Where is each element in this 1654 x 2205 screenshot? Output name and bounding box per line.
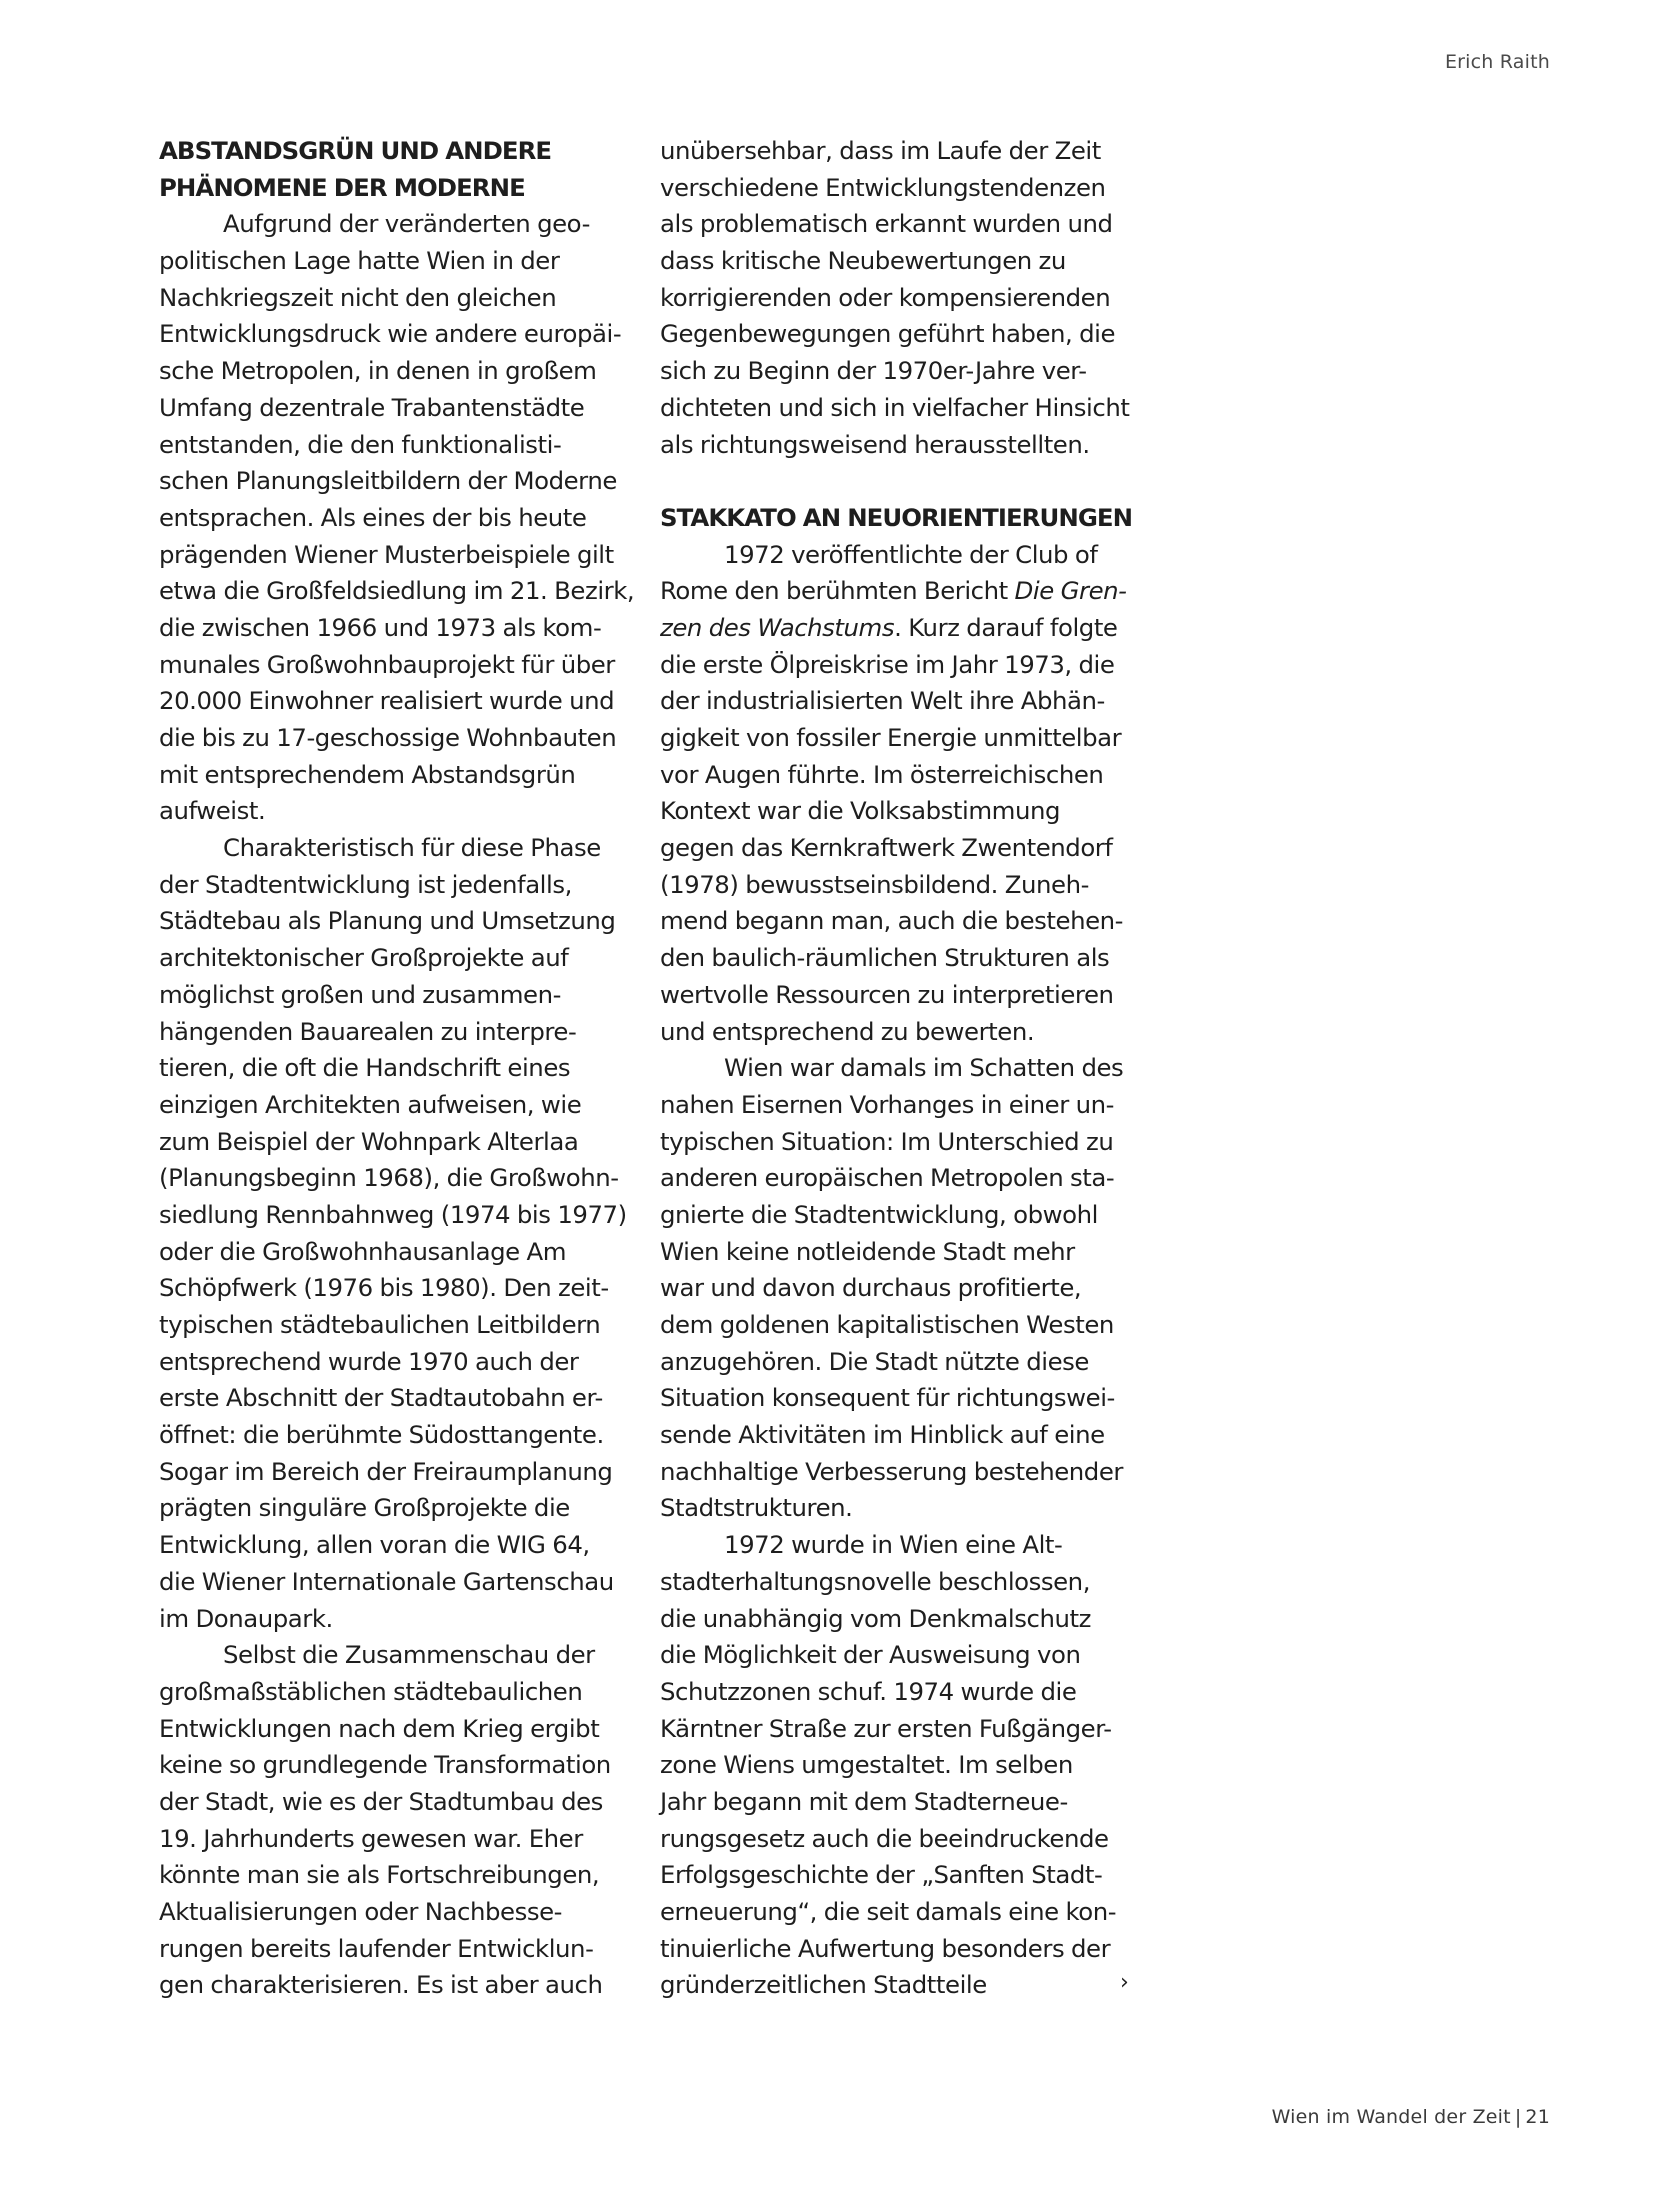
text-line: (1978) bewusstseinsbildend. Zuneh-: [660, 869, 1089, 899]
text-line: etwa die Großfeldsiedlung im 21. Bezirk,: [159, 576, 635, 606]
text-line: einzigen Architekten aufweisen, wie: [159, 1089, 582, 1119]
text-line: nahen Eisernen Vorhanges in einer un-: [660, 1089, 1114, 1119]
text-line: Aufgrund der veränderten geo-: [223, 209, 590, 239]
text-line: entstanden, die den funktionalisti-: [159, 429, 562, 459]
text-line: als richtungsweisend herausstellten.: [660, 429, 1090, 459]
text-line: prägenden Wiener Musterbeispiele gilt: [159, 539, 614, 569]
text-line: typischen Situation: Im Unterschied zu: [660, 1126, 1114, 1156]
text-line: die zwischen 1966 und 1973 als kom-: [159, 612, 602, 642]
page-number: 21: [1525, 2106, 1550, 2128]
text-line: unübersehbar, dass im Laufe der Zeit: [660, 136, 1101, 165]
text-line: Selbst die Zusammenschau der: [223, 1640, 595, 1670]
paragraph-continued: [660, 133, 1175, 463]
paragraph: [660, 1050, 1175, 1527]
running-head-author: Erich Raith: [1444, 51, 1550, 73]
text-line: gegen das Kernkraftwerk Zwentendorf: [660, 833, 1113, 863]
text-line: die erste Ölpreiskrise im Jahr 1973, die: [660, 649, 1115, 679]
paragraph: [660, 1527, 1175, 2004]
text-line: schen Planungsleitbildern der Moderne: [159, 466, 617, 496]
text-line: architektonischer Großprojekte auf: [159, 943, 569, 973]
paragraph: [159, 830, 674, 1637]
text-line: erneuerung“, die seit damals eine kon-: [660, 1897, 1117, 1926]
text-line: sche Metropolen, in denen in großem: [159, 356, 597, 386]
text-line: verschiedene Entwicklungstendenzen: [660, 172, 1106, 202]
text-line: Stadtstrukturen.: [660, 1493, 853, 1523]
right-column: [660, 133, 1175, 2004]
text-line: Kärntner Straße zur ersten Fußgänger-: [660, 1713, 1112, 1743]
text-line: Sogar im Bereich der Freiraumplanung: [159, 1456, 613, 1486]
text-line: gigkeit von fossiler Energie unmittelbar: [660, 723, 1122, 752]
text-line: hängenden Bauarealen zu interpre-: [159, 1016, 577, 1046]
text-line: öffnet: die berühmte Südosttangente.: [159, 1420, 604, 1450]
heading-line: ABSTANDSGRÜN UND ANDERE: [159, 136, 552, 165]
text-line: tieren, die oft die Handschrift eines: [159, 1053, 571, 1083]
text-line: die Wiener Internationale Gartenschau: [159, 1566, 614, 1596]
book-title-italic: Die Gren-: [1014, 576, 1127, 606]
text-line: [660, 610, 1175, 647]
text-line: anderen europäischen Metropolen sta-: [660, 1163, 1115, 1193]
text-line: vor Augen führte. Im österreichischen: [660, 759, 1104, 789]
paragraph: [159, 206, 674, 830]
text-line: sende Aktivitäten im Hinblick auf eine: [660, 1420, 1105, 1450]
text-line: korrigierenden oder kompensierenden: [660, 282, 1111, 312]
text-line: mit entsprechendem Abstandsgrün: [159, 759, 576, 789]
text-line: Situation konsequent für richtungswei-: [660, 1383, 1115, 1413]
text-line: 20.000 Einwohner realisiert wurde und: [159, 686, 615, 716]
text-line: 19. Jahrhunderts gewesen war. Eher: [159, 1823, 583, 1853]
text-line: dass kritische Neubewertungen zu: [660, 246, 1066, 276]
text-line: oder die Großwohnhausanlage Am: [159, 1236, 567, 1266]
text-line: prägten singuläre Großprojekte die: [159, 1493, 570, 1523]
text-line: wertvolle Ressourcen zu interpretieren: [660, 979, 1114, 1009]
text-line: Charakteristisch für diese Phase: [223, 833, 601, 863]
section-heading-stakkato: STAKKATO AN NEUORIENTIERUNGEN: [660, 502, 1133, 532]
text-line: gnierte die Stadtentwicklung, obwohl: [660, 1199, 1098, 1229]
text-line: Schutzzonen schuf. 1974 wurde die: [660, 1676, 1077, 1706]
text-line: Städtebau als Planung und Umsetzung: [159, 906, 616, 936]
left-column: [159, 133, 674, 2004]
text-line: Erfolgsgeschichte der „Sanften Stadt-: [660, 1860, 1103, 1890]
text-line: tinuierliche Aufwertung besonders der: [660, 1933, 1111, 1963]
text-line: dichteten und sich in vielfacher Hinsicht: [660, 392, 1130, 422]
continue-arrow-icon: ›: [1120, 1970, 1129, 1995]
text-run: Rome den berühmten Bericht: [660, 576, 1015, 606]
text-line: 1972 wurde in Wien eine Alt-: [724, 1530, 1063, 1560]
text-line: den baulich-räumlichen Strukturen als: [660, 943, 1110, 973]
text-line: gen charakterisieren. Es ist aber auch: [159, 1970, 603, 2000]
text-line: aufweist.: [159, 796, 266, 826]
text-line: anzugehören. Die Stadt nützte diese: [660, 1346, 1089, 1376]
text-line: gründerzeitlichen Stadtteile: [660, 1970, 987, 2000]
text-line: der Stadt, wie es der Stadtumbau des: [159, 1786, 603, 1816]
text-line: munales Großwohnbauprojekt für über: [159, 649, 615, 679]
text-line: der industrialisierten Welt ihre Abhän-: [660, 686, 1105, 716]
text-line: Umfang dezentrale Trabantenstädte: [159, 392, 585, 422]
text-line: Wien war damals im Schatten des: [724, 1053, 1124, 1083]
page-footer: [1272, 2106, 1550, 2128]
text-line: die bis zu 17-geschossige Wohnbauten: [159, 723, 617, 752]
text-line: mend begann man, auch die bestehen-: [660, 906, 1124, 936]
text-line: könnte man sie als Fortschreibungen,: [159, 1860, 600, 1890]
text-line: Entwicklungen nach dem Krieg ergibt: [159, 1713, 600, 1743]
text-line: Jahr begann mit dem Stadterneue-: [660, 1786, 1068, 1816]
text-line: sich zu Beginn der 1970er-Jahre ver-: [660, 356, 1087, 386]
text-line: Gegenbewegungen geführt haben, die: [660, 319, 1116, 349]
text-line: als problematisch erkannt wurden und: [660, 209, 1113, 239]
section-gap: [660, 463, 1175, 500]
text-line: politischen Lage hatte Wien in der: [159, 246, 560, 276]
text-line: Entwicklungsdruck wie andere europäi-: [159, 319, 622, 349]
paragraph-rest: [660, 647, 1175, 1051]
text-line: zone Wiens umgestaltet. Im selben: [660, 1750, 1073, 1780]
text-line: [660, 573, 1175, 610]
text-line: war und davon durchaus profitierte,: [660, 1273, 1082, 1303]
text-line: Wien keine notleidende Stadt mehr: [660, 1236, 1075, 1266]
text-line: siedlung Rennbahnweg (1974 bis 1977): [159, 1199, 627, 1229]
text-line: stadterhaltungsnovelle beschlossen,: [660, 1566, 1090, 1596]
text-line: der Stadtentwicklung ist jedenfalls,: [159, 869, 572, 899]
text-line: typischen städtebaulichen Leitbildern: [159, 1310, 601, 1339]
text-line: möglichst großen und zusammen-: [159, 979, 561, 1009]
text-line: (Planungsbeginn 1968), die Großwohn-: [159, 1163, 619, 1193]
text-line: 1972 veröffentlichte der Club of: [724, 539, 1098, 569]
book-title-italic: zen des Wachstums: [660, 612, 895, 642]
text-line: Entwicklung, allen voran die WIG 64,: [159, 1530, 590, 1560]
footer-separator: |: [1514, 2106, 1522, 2128]
text-line: zum Beispiel der Wohnpark Alterlaa: [159, 1126, 579, 1156]
text-line: Aktualisierungen oder Nachbesse-: [159, 1897, 563, 1926]
text-line: Kontext war die Volksabstimmung: [660, 796, 1061, 826]
paragraph: [159, 1637, 674, 2004]
text-line: keine so grundlegende Transformation: [159, 1750, 611, 1780]
text-line: rungen bereits laufender Entwicklun-: [159, 1933, 594, 1963]
text-line: Schöpfwerk (1976 bis 1980). Den zeit-: [159, 1273, 609, 1303]
text-line: entsprachen. Als eines der bis heute: [159, 502, 587, 532]
text-line: die Möglichkeit der Ausweisung von: [660, 1640, 1081, 1670]
text-line: entsprechend wurde 1970 auch der: [159, 1346, 579, 1376]
text-line: erste Abschnitt der Stadtautobahn er-: [159, 1383, 603, 1413]
heading-line: PHÄNOMENE DER MODERNE: [159, 172, 525, 202]
text-line: nachhaltige Verbesserung bestehender: [660, 1456, 1123, 1486]
text-line: großmaßstäblichen städtebaulichen: [159, 1676, 583, 1706]
section-heading-abstandsgruen: [159, 133, 674, 206]
text-line: und entsprechend zu bewerten.: [660, 1016, 1035, 1046]
text-line: die unabhängig vom Denkmalschutz: [660, 1603, 1091, 1633]
text-run: . Kurz darauf folgte: [894, 612, 1118, 642]
publication-title: Wien im Wandel der Zeit: [1271, 2106, 1511, 2128]
paragraph: [660, 537, 1175, 1051]
text-line: Nachkriegszeit nicht den gleichen: [159, 282, 557, 312]
text-line: im Donaupark.: [159, 1603, 333, 1633]
text-line: dem goldenen kapitalistischen Westen: [660, 1310, 1114, 1339]
text-line: rungsgesetz auch die beeindruckende: [660, 1823, 1109, 1853]
